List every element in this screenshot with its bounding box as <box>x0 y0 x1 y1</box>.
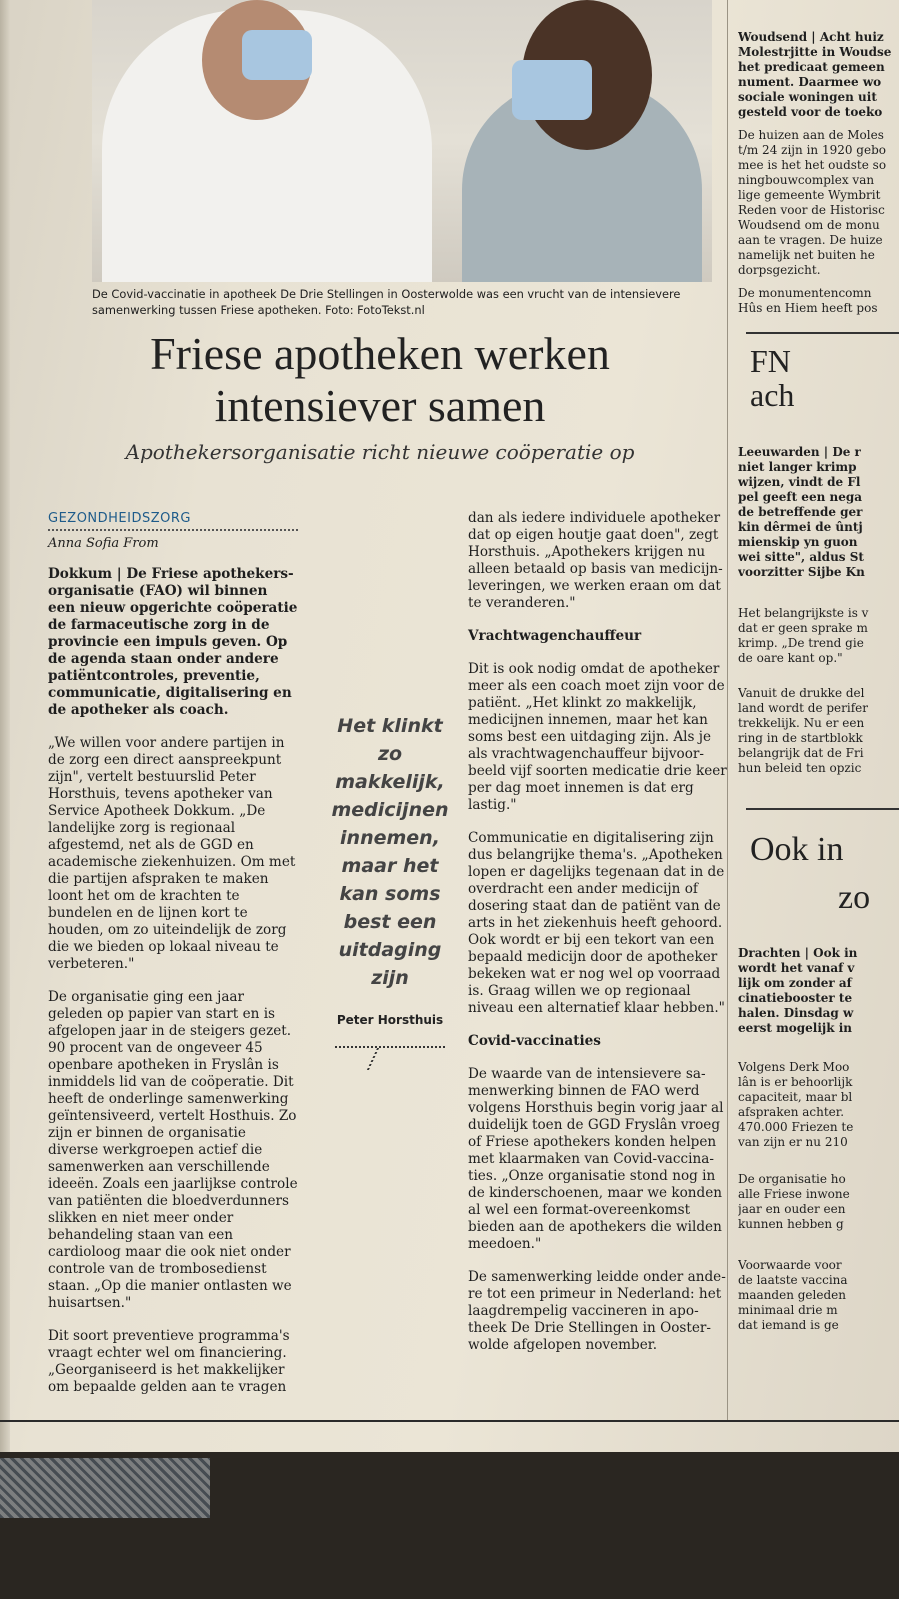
pull-quote-text: Het klinkt zo makkelijk, medicijnen innemen, maar het kan soms best een uitdaging zijn <box>331 715 449 989</box>
byline: Anna Sofia From <box>48 536 159 551</box>
text-line: lige gemeente Wymbrit <box>738 188 881 202</box>
text-line: kunnen hebben g <box>738 1217 844 1231</box>
body-paragraph: Communicatie en digitalisering zijn dus belangrijke thema's. „Apotheken lopen er dagelijks tegenaan dat in de overdracht een ander medicijn of dosering staat dan de patiënt van de arts in het ziekenhuis heeft gehoord. Ook wordt er bij een tekort van een bepaald medicijn door de apotheker bekeken wat er nog wel op voorraad is. Graag willen we op regionaal niveau een alternatief klaar hebben." <box>468 830 725 1016</box>
headline-line-2: intensiever samen <box>214 380 546 431</box>
article-headline <box>40 328 720 432</box>
text-line: Het belangrijkste is v <box>738 606 869 620</box>
body-paragraph: „We willen voor andere partijen in de zorg een direct aanspreekpunt zijn", vertelt bestuurslid Peter Horsthuis, tevens apotheker van Service Apotheek Dokkum. „De landelijke zorg is regionaal afgestemd, net als de GGD en academische ziekenhuizen. Om met die partijen afspraken te maken loont het om de krachten te bundelen en de lijnen kort te houden, om zo uiteindelijk de zorg die we bieden op lokaal niveau te verbeteren." <box>48 735 296 972</box>
headline-line: ach <box>750 377 795 413</box>
intertitle: Covid-vaccinaties <box>468 1033 601 1049</box>
text-line: maanden geleden <box>738 1288 846 1302</box>
text-line: dat iemand is ge <box>738 1318 839 1332</box>
pull-quote-author: Peter Horsthuis <box>336 1013 444 1027</box>
text-line: trekkelijk. Nu er een <box>738 716 865 730</box>
adjacent-article-3-body-2 <box>738 1172 899 1232</box>
article-divider <box>746 332 899 334</box>
text-line: Molestrjitte in Woudse <box>738 45 892 59</box>
article-photo <box>92 0 712 282</box>
tablecloth-pattern <box>0 1458 210 1518</box>
article-subhead: Apothekersorganisatie richt nieuwe coöperatie op <box>125 440 635 464</box>
photo-caption: De Covid-vaccinatie in apotheek De Drie Stellingen in Oosterwolde was een vrucht van de intensievere samenwerking tussen Friese apotheken. Foto: FotoTekst.nl <box>92 287 681 317</box>
adjacent-article-3-body-3 <box>738 1258 899 1333</box>
text-line: De organisatie ho <box>738 1172 846 1186</box>
pull-quote <box>330 712 450 1034</box>
text-line: Voorwaarde voor <box>738 1258 842 1272</box>
quote-divider-tick <box>367 1048 397 1070</box>
text-line: wei sitte", aldus St <box>738 550 864 564</box>
text-line: Woudsend | Acht huiz <box>738 30 884 44</box>
column-separator <box>727 0 728 1420</box>
face-mask-2 <box>512 60 592 120</box>
text-line: de laatste vaccina <box>738 1273 848 1287</box>
text-line: wordt het vanaf v <box>738 961 855 975</box>
text-line: mienskip yn guon <box>738 535 858 549</box>
text-line: dorpsgezicht. <box>738 263 821 277</box>
body-paragraph: De samenwerking leidde onder andere tot een primeur in Nederland: het laagdrempelig vaccineren in apotheek De Drie Stellingen in Oosterwolde afgelopen november. <box>468 1269 726 1353</box>
text-line: alle Friese inwone <box>738 1187 850 1201</box>
text-line: kin dêrmei de ûntj <box>738 520 863 534</box>
text-line: De monumentencomn <box>738 286 872 300</box>
text-line: hun beleid ten opzic <box>738 761 862 775</box>
headline-line: Ook in <box>750 831 844 868</box>
text-line: van zijn er nu 210 <box>738 1135 848 1149</box>
text-line: krimp. „De trend gie <box>738 636 864 650</box>
adjacent-article-2-headline <box>750 344 794 412</box>
text-line: nument. Daarmee wo <box>738 75 882 89</box>
body-paragraph: Dit soort preventieve programma's vraagt echter wel om financiering. „Georganiseerd is het makkelijker om bepaalde gelden aan te vragen <box>48 1328 290 1395</box>
text-line: lijk om zonder af <box>738 976 852 990</box>
adjacent-article-2-body-2 <box>738 686 899 776</box>
text-line: ningbouwcomplex van <box>738 173 875 187</box>
face-mask-1 <box>242 30 312 80</box>
text-line: Hûs en Hiem heeft pos <box>738 301 878 315</box>
text-line: Reden voor de Historisc <box>738 203 885 217</box>
text-line: minimaal drie m <box>738 1303 838 1317</box>
adjacent-article-2-lead <box>738 445 899 580</box>
text-line: halen. Dinsdag w <box>738 1006 854 1020</box>
text-line: wijzen, vindt de Fl <box>738 475 861 489</box>
text-line: lân is er behoorlijk <box>738 1075 853 1089</box>
adjacent-article-3-body <box>738 1060 899 1150</box>
adjacent-article-1-lead <box>738 30 899 120</box>
text-line: de oare kant op." <box>738 651 843 665</box>
adjacent-article-3-lead <box>738 946 899 1036</box>
text-line: niet langer krimp <box>738 460 857 474</box>
text-line: t/m 24 zijn in 1920 gebo <box>738 143 886 157</box>
text-line: sociale woningen uit <box>738 90 877 104</box>
lead-paragraph: Dokkum | De Friese apothekersorganisatie (FAO) wil binnen een nieuw opgerichte coöperatie de farmaceutische zorg in de provincie een impuls geven. Op de agenda staan onder andere patiëntcontroles, preventie, communicatie, digitalisering en de apotheker als coach. <box>48 566 298 718</box>
adjacent-article-3-headline <box>750 826 870 922</box>
text-line: Volgens Derk Moo <box>738 1060 850 1074</box>
text-line: jaar en ouder een <box>738 1202 846 1216</box>
text-line: afspraken achter. <box>738 1105 845 1119</box>
body-paragraph: dan als iedere individuele apotheker dat op eigen houtje gaat doen", zegt Horsthuis. „Apothekers krijgen nu alleen betaald op basis van medicijnleveringen, we werken eraan om dat te veranderen." <box>468 510 723 611</box>
text-line: De huizen aan de Moles <box>738 128 884 142</box>
adjacent-articles <box>738 0 899 1420</box>
text-line: eerst mogelijk in <box>738 1021 853 1035</box>
text-line: voorzitter Sijbe Kn <box>738 565 865 579</box>
text-line: het predicaat gemeen <box>738 60 885 74</box>
column-3 <box>468 510 730 1370</box>
headline-line: zo <box>838 879 871 916</box>
adjacent-article-2-body <box>738 606 899 666</box>
page-edge <box>0 0 10 1452</box>
body-paragraph: De waarde van de intensievere samenwerking binnen de FAO werd volgens Horsthuis begin vorig jaar al duidelijk toen de GGD Fryslân vroeg of Friese apothekers konden helpen met klaarmaken van Covid-vaccinaties. „Onze organisatie stond nog in de kinderschoenen, maar we konden al wel een format-overeenkomst bieden aan de apothekers die wilden meedoen." <box>468 1066 724 1252</box>
page-bottom-rule <box>0 1420 899 1422</box>
column-1 <box>48 510 298 1412</box>
text-line: belangrijk dat de Fri <box>738 746 864 760</box>
text-line: ring in de startblokk <box>738 731 863 745</box>
article-divider <box>746 808 899 810</box>
text-line: de betreffende ger <box>738 505 863 519</box>
adjacent-article-1-tail <box>738 286 899 316</box>
body-paragraph: Dit is ook nodig omdat de apotheker meer als een coach moet zijn voor de patiënt. „Het klinkt zo makkelijk, medicijnen innemen, maar het kan soms best een uitdaging zijn. Als je als vrachtwagenchauffeur bijvoorbeeld vijf soorten medicatie drie keer per dag moet innemen is dat erg lastig." <box>468 661 727 813</box>
headline-line: FN <box>750 343 791 379</box>
intertitle: Vrachtwagenchauffeur <box>468 628 642 644</box>
text-line: pel geeft een nega <box>738 490 863 504</box>
adjacent-article-1-body <box>738 128 899 278</box>
text-line: 470.000 Friezen te <box>738 1120 854 1134</box>
text-line: dat er geen sprake m <box>738 621 868 635</box>
text-line: land wordt de perifer <box>738 701 869 715</box>
text-line: gesteld voor de toeko <box>738 105 883 119</box>
text-line: capaciteit, maar bl <box>738 1090 853 1104</box>
text-line: cinatiebooster te <box>738 991 853 1005</box>
text-line: aan te vragen. De huize <box>738 233 883 247</box>
headline-line-1: Friese apotheken werken <box>150 328 610 379</box>
text-line: mee is het het oudste so <box>738 158 887 172</box>
text-line: Drachten | Ook in <box>738 946 858 960</box>
body-paragraph: De organisatie ging een jaar geleden op papier van start en is afgelopen jaar in de steigers gezet. 90 procent van de ongeveer 45 openbare apotheken in Fryslân is inmiddels lid van de coöperatie. Dit heeft de onderlinge samenwerking geïntensiveerd, vertelt Hosthuis. Zo zijn er binnen de organisatie diverse werkgroepen actief die samenwerken aan verschillende ideeën. Zoals een jaarlijkse controle van patiënten die bloedverdunners slikken en niet meer onder behandeling staan van een cardioloog maar die ook niet onder controle van de trombosedienst staan. „Op die manier ontlasten we huisartsen." <box>48 989 298 1311</box>
text-line: Vanuit de drukke del <box>738 686 865 700</box>
text-line: Leeuwarden | De r <box>738 445 861 459</box>
section-rubric: GEZONDHEIDSZORG <box>48 510 298 531</box>
text-line: Woudsend om de monu <box>738 218 880 232</box>
text-line: namelijk net buiten he <box>738 248 875 262</box>
